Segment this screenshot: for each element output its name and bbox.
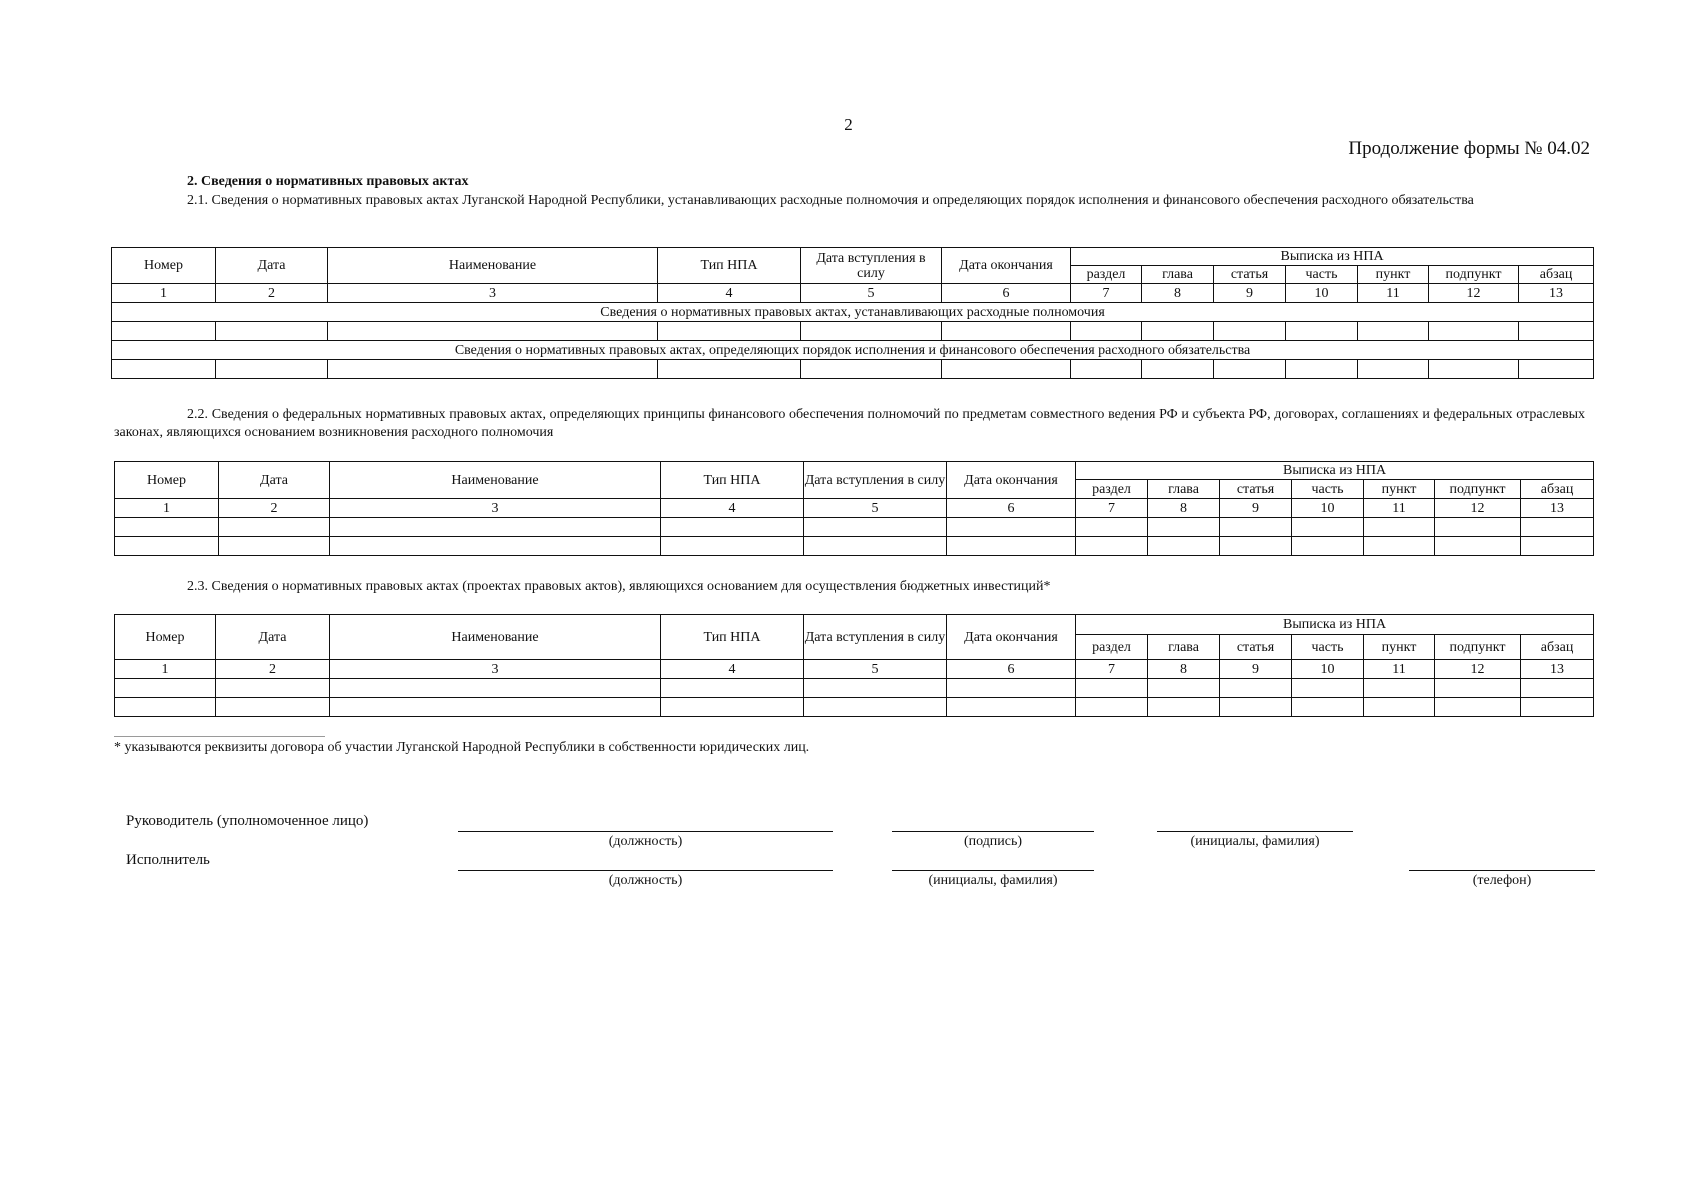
empty-cell[interactable] bbox=[1292, 698, 1364, 717]
head-initials-caption: (инициалы, фамилия) bbox=[1190, 834, 1320, 849]
header-paragraph: абзац bbox=[1519, 266, 1594, 284]
empty-cell[interactable] bbox=[804, 679, 947, 698]
column-number-row bbox=[115, 660, 1594, 679]
empty-cell[interactable] bbox=[801, 360, 942, 379]
empty-cell[interactable] bbox=[330, 518, 661, 537]
col-number: 10 bbox=[1292, 499, 1364, 518]
empty-cell[interactable] bbox=[1435, 537, 1521, 556]
empty-cell[interactable] bbox=[1435, 698, 1521, 717]
col-number: 7 bbox=[1076, 499, 1148, 518]
col-number: 12 bbox=[1435, 499, 1521, 518]
empty-cell[interactable] bbox=[1076, 518, 1148, 537]
empty-cell[interactable] bbox=[1358, 322, 1429, 341]
empty-cell[interactable] bbox=[115, 537, 219, 556]
col-number: 8 bbox=[1142, 284, 1214, 303]
col-number: 4 bbox=[661, 660, 804, 679]
col-number: 6 bbox=[947, 660, 1076, 679]
header-effective-date: Дата вступления в силу bbox=[804, 462, 947, 499]
empty-cell[interactable] bbox=[661, 679, 804, 698]
header-date: Дата bbox=[216, 615, 330, 660]
table-row bbox=[112, 322, 1594, 341]
empty-cell[interactable] bbox=[947, 698, 1076, 717]
header-subpoint: подпункт bbox=[1435, 635, 1521, 660]
empty-cell[interactable] bbox=[1142, 322, 1214, 341]
header-article: статья bbox=[1220, 480, 1292, 499]
empty-cell[interactable] bbox=[801, 322, 942, 341]
header-extract: Выписка из НПА bbox=[1071, 248, 1594, 266]
empty-cell[interactable] bbox=[661, 537, 804, 556]
table-row bbox=[112, 360, 1594, 379]
col-number: 6 bbox=[942, 284, 1071, 303]
header-part: часть bbox=[1292, 480, 1364, 499]
empty-cell[interactable] bbox=[1292, 518, 1364, 537]
empty-cell[interactable] bbox=[216, 322, 328, 341]
col-number: 12 bbox=[1435, 660, 1521, 679]
empty-cell[interactable] bbox=[942, 322, 1071, 341]
header-chapter: глава bbox=[1148, 635, 1220, 660]
empty-cell[interactable] bbox=[1286, 322, 1358, 341]
header-point: пункт bbox=[1364, 480, 1435, 499]
form-continuation-label: Продолжение формы № 04.02 bbox=[1348, 138, 1590, 159]
empty-cell[interactable] bbox=[1435, 679, 1521, 698]
executor-position-caption: (должность) bbox=[608, 873, 683, 888]
empty-cell[interactable] bbox=[947, 679, 1076, 698]
header-extract: Выписка из НПА bbox=[1076, 462, 1594, 480]
header-subpoint: подпункт bbox=[1435, 480, 1521, 499]
col-number: 9 bbox=[1220, 660, 1292, 679]
empty-cell[interactable] bbox=[1521, 518, 1594, 537]
subsection-2-2-text: 2.2. Сведения о федеральных нормативных правовых актах, определяющих принципы финансового обеспечения полномочий по предметам совместного ведения РФ и субъекта РФ, договорах, соглашениях и федеральных отраслевых законах, являющихся основанием возникновения расходного полномочия bbox=[114, 407, 1585, 440]
col-number: 4 bbox=[661, 499, 804, 518]
col-number: 10 bbox=[1286, 284, 1358, 303]
col-number: 5 bbox=[801, 284, 942, 303]
empty-cell[interactable] bbox=[804, 537, 947, 556]
empty-cell[interactable] bbox=[1358, 360, 1429, 379]
empty-cell[interactable] bbox=[216, 679, 330, 698]
header-effective-date: Дата вступления в силу bbox=[801, 248, 942, 284]
header-part: часть bbox=[1286, 266, 1358, 284]
col-number: 4 bbox=[658, 284, 801, 303]
empty-cell[interactable] bbox=[328, 322, 658, 341]
empty-cell[interactable] bbox=[1220, 537, 1292, 556]
empty-cell[interactable] bbox=[658, 360, 801, 379]
table-row bbox=[115, 679, 1594, 698]
header-point: пункт bbox=[1358, 266, 1429, 284]
empty-cell[interactable] bbox=[1521, 679, 1594, 698]
table-row bbox=[115, 518, 1594, 537]
header-name: Наименование bbox=[330, 462, 661, 499]
empty-cell[interactable] bbox=[1364, 679, 1435, 698]
empty-cell[interactable] bbox=[112, 322, 216, 341]
header-name: Наименование bbox=[330, 615, 661, 660]
empty-cell[interactable] bbox=[1220, 698, 1292, 717]
subsection-2-1-text: 2.1. Сведения о нормативных правовых актах Луганской Народной Республики, устанавливающих расходные полномочия и определяющих порядок исполнения и финансового обеспечения расходного обязательства bbox=[187, 193, 1474, 208]
empty-cell[interactable] bbox=[112, 360, 216, 379]
empty-cell[interactable] bbox=[216, 360, 328, 379]
header-type: Тип НПА bbox=[661, 615, 804, 660]
empty-cell[interactable] bbox=[661, 698, 804, 717]
empty-cell[interactable] bbox=[330, 537, 661, 556]
header-chapter: глава bbox=[1148, 480, 1220, 499]
col-number: 5 bbox=[804, 499, 947, 518]
col-number: 2 bbox=[219, 499, 330, 518]
empty-cell[interactable] bbox=[1148, 679, 1220, 698]
empty-cell[interactable] bbox=[115, 518, 219, 537]
npa-table-2-3 bbox=[114, 614, 1594, 717]
empty-cell[interactable] bbox=[1071, 360, 1142, 379]
empty-cell[interactable] bbox=[1364, 537, 1435, 556]
empty-cell[interactable] bbox=[1142, 360, 1214, 379]
col-number: 1 bbox=[112, 284, 216, 303]
header-paragraph: абзац bbox=[1521, 635, 1594, 660]
footnote: * указываются реквизиты договора об участии Луганской Народной Республики в собственности юридических лиц. bbox=[114, 740, 810, 755]
header-number: Номер bbox=[115, 615, 216, 660]
header-part: часть bbox=[1292, 635, 1364, 660]
header-effective-date: Дата вступления в силу bbox=[804, 615, 947, 660]
table-row bbox=[115, 698, 1594, 717]
header-end-date: Дата окончания bbox=[947, 615, 1076, 660]
empty-cell[interactable] bbox=[1076, 537, 1148, 556]
col-number: 9 bbox=[1220, 499, 1292, 518]
empty-cell[interactable] bbox=[1519, 360, 1594, 379]
column-number-row bbox=[112, 284, 1594, 303]
header-subpoint: подпункт bbox=[1429, 266, 1519, 284]
col-number: 1 bbox=[115, 660, 216, 679]
header-date: Дата bbox=[216, 248, 328, 284]
empty-cell[interactable] bbox=[1214, 322, 1286, 341]
subsection-2-3-text: 2.3. Сведения о нормативных правовых актах (проектах правовых актов), являющихся основанием для осуществления бюджетных инвестиций* bbox=[187, 579, 1051, 594]
header-section: раздел bbox=[1071, 266, 1142, 284]
header-end-date: Дата окончания bbox=[947, 462, 1076, 499]
empty-cell[interactable] bbox=[1148, 518, 1220, 537]
col-number: 13 bbox=[1519, 284, 1594, 303]
col-number: 7 bbox=[1071, 284, 1142, 303]
executor-position-line[interactable] bbox=[458, 870, 833, 871]
empty-cell[interactable] bbox=[661, 518, 804, 537]
empty-cell[interactable] bbox=[947, 518, 1076, 537]
empty-cell[interactable] bbox=[1519, 322, 1594, 341]
header-chapter: глава bbox=[1142, 266, 1214, 284]
empty-cell[interactable] bbox=[1521, 537, 1594, 556]
empty-cell[interactable] bbox=[947, 537, 1076, 556]
empty-cell[interactable] bbox=[1214, 360, 1286, 379]
col-number: 13 bbox=[1521, 660, 1594, 679]
header-article: статья bbox=[1214, 266, 1286, 284]
col-number: 11 bbox=[1364, 660, 1435, 679]
empty-cell[interactable] bbox=[330, 698, 661, 717]
executor-phone-line[interactable] bbox=[1409, 870, 1595, 871]
col-number: 3 bbox=[330, 660, 661, 679]
empty-cell[interactable] bbox=[1429, 360, 1519, 379]
empty-cell[interactable] bbox=[1220, 518, 1292, 537]
empty-cell[interactable] bbox=[115, 698, 216, 717]
header-extract: Выписка из НПА bbox=[1076, 615, 1594, 635]
head-signature-caption: (подпись) bbox=[963, 834, 1023, 849]
empty-cell[interactable] bbox=[942, 360, 1071, 379]
col-number: 11 bbox=[1358, 284, 1429, 303]
empty-cell[interactable] bbox=[1286, 360, 1358, 379]
npa-table-2-1 bbox=[111, 247, 1594, 379]
section-row-procedure: Сведения о нормативных правовых актах, определяющих порядок исполнения и финансового обеспечения расходного обязательства bbox=[112, 341, 1594, 360]
head-position-caption: (должность) bbox=[608, 834, 683, 849]
empty-cell[interactable] bbox=[1435, 518, 1521, 537]
empty-cell[interactable] bbox=[1076, 698, 1148, 717]
empty-cell[interactable] bbox=[1292, 679, 1364, 698]
col-number: 2 bbox=[216, 284, 328, 303]
npa-table-2-2 bbox=[114, 461, 1594, 556]
empty-cell[interactable] bbox=[330, 679, 661, 698]
col-number: 11 bbox=[1364, 499, 1435, 518]
section-row-establishing: Сведения о нормативных правовых актах, устанавливающих расходные полномочия bbox=[112, 303, 1594, 322]
executor-initials-caption: (инициалы, фамилия) bbox=[928, 873, 1058, 888]
head-initials-line[interactable] bbox=[1157, 831, 1353, 832]
empty-cell[interactable] bbox=[1521, 698, 1594, 717]
empty-cell[interactable] bbox=[1148, 537, 1220, 556]
head-signature-line[interactable] bbox=[892, 831, 1094, 832]
footnote-divider bbox=[114, 736, 325, 737]
header-type: Тип НПА bbox=[661, 462, 804, 499]
table-row bbox=[115, 537, 1594, 556]
empty-cell[interactable] bbox=[804, 698, 947, 717]
empty-cell[interactable] bbox=[1292, 537, 1364, 556]
header-paragraph: абзац bbox=[1521, 480, 1594, 499]
empty-cell[interactable] bbox=[804, 518, 947, 537]
header-point: пункт bbox=[1364, 635, 1435, 660]
header-section: раздел bbox=[1076, 635, 1148, 660]
empty-cell[interactable] bbox=[1364, 698, 1435, 717]
empty-cell[interactable] bbox=[219, 518, 330, 537]
empty-cell[interactable] bbox=[115, 679, 216, 698]
col-number: 6 bbox=[947, 499, 1076, 518]
section-heading: 2. Сведения о нормативных правовых актах bbox=[187, 174, 469, 189]
col-number: 1 bbox=[115, 499, 219, 518]
header-article: статья bbox=[1220, 635, 1292, 660]
executor-label: Исполнитель bbox=[126, 852, 210, 868]
col-number: 10 bbox=[1292, 660, 1364, 679]
executor-initials-line[interactable] bbox=[892, 870, 1094, 871]
column-number-row bbox=[115, 499, 1594, 518]
col-number: 7 bbox=[1076, 660, 1148, 679]
empty-cell[interactable] bbox=[1220, 679, 1292, 698]
header-date: Дата bbox=[219, 462, 330, 499]
col-number: 5 bbox=[804, 660, 947, 679]
col-number: 3 bbox=[328, 284, 658, 303]
empty-cell[interactable] bbox=[328, 360, 658, 379]
col-number: 2 bbox=[216, 660, 330, 679]
col-number: 8 bbox=[1148, 499, 1220, 518]
empty-cell[interactable] bbox=[219, 537, 330, 556]
empty-cell[interactable] bbox=[1364, 518, 1435, 537]
header-type: Тип НПА bbox=[658, 248, 801, 284]
col-number: 8 bbox=[1148, 660, 1220, 679]
col-number: 13 bbox=[1521, 499, 1594, 518]
executor-phone-caption: (телефон) bbox=[1472, 873, 1532, 888]
page-number: 2 bbox=[844, 115, 853, 134]
empty-cell[interactable] bbox=[1076, 679, 1148, 698]
header-section: раздел bbox=[1076, 480, 1148, 499]
empty-cell[interactable] bbox=[1148, 698, 1220, 717]
head-position-line[interactable] bbox=[458, 831, 833, 832]
col-number: 12 bbox=[1429, 284, 1519, 303]
col-number: 3 bbox=[330, 499, 661, 518]
header-number: Номер bbox=[112, 248, 216, 284]
col-number: 9 bbox=[1214, 284, 1286, 303]
header-number: Номер bbox=[115, 462, 219, 499]
empty-cell[interactable] bbox=[658, 322, 801, 341]
empty-cell[interactable] bbox=[1071, 322, 1142, 341]
header-name: Наименование bbox=[328, 248, 658, 284]
empty-cell[interactable] bbox=[1429, 322, 1519, 341]
header-end-date: Дата окончания bbox=[942, 248, 1071, 284]
head-label: Руководитель (уполномоченное лицо) bbox=[126, 813, 369, 829]
empty-cell[interactable] bbox=[216, 698, 330, 717]
